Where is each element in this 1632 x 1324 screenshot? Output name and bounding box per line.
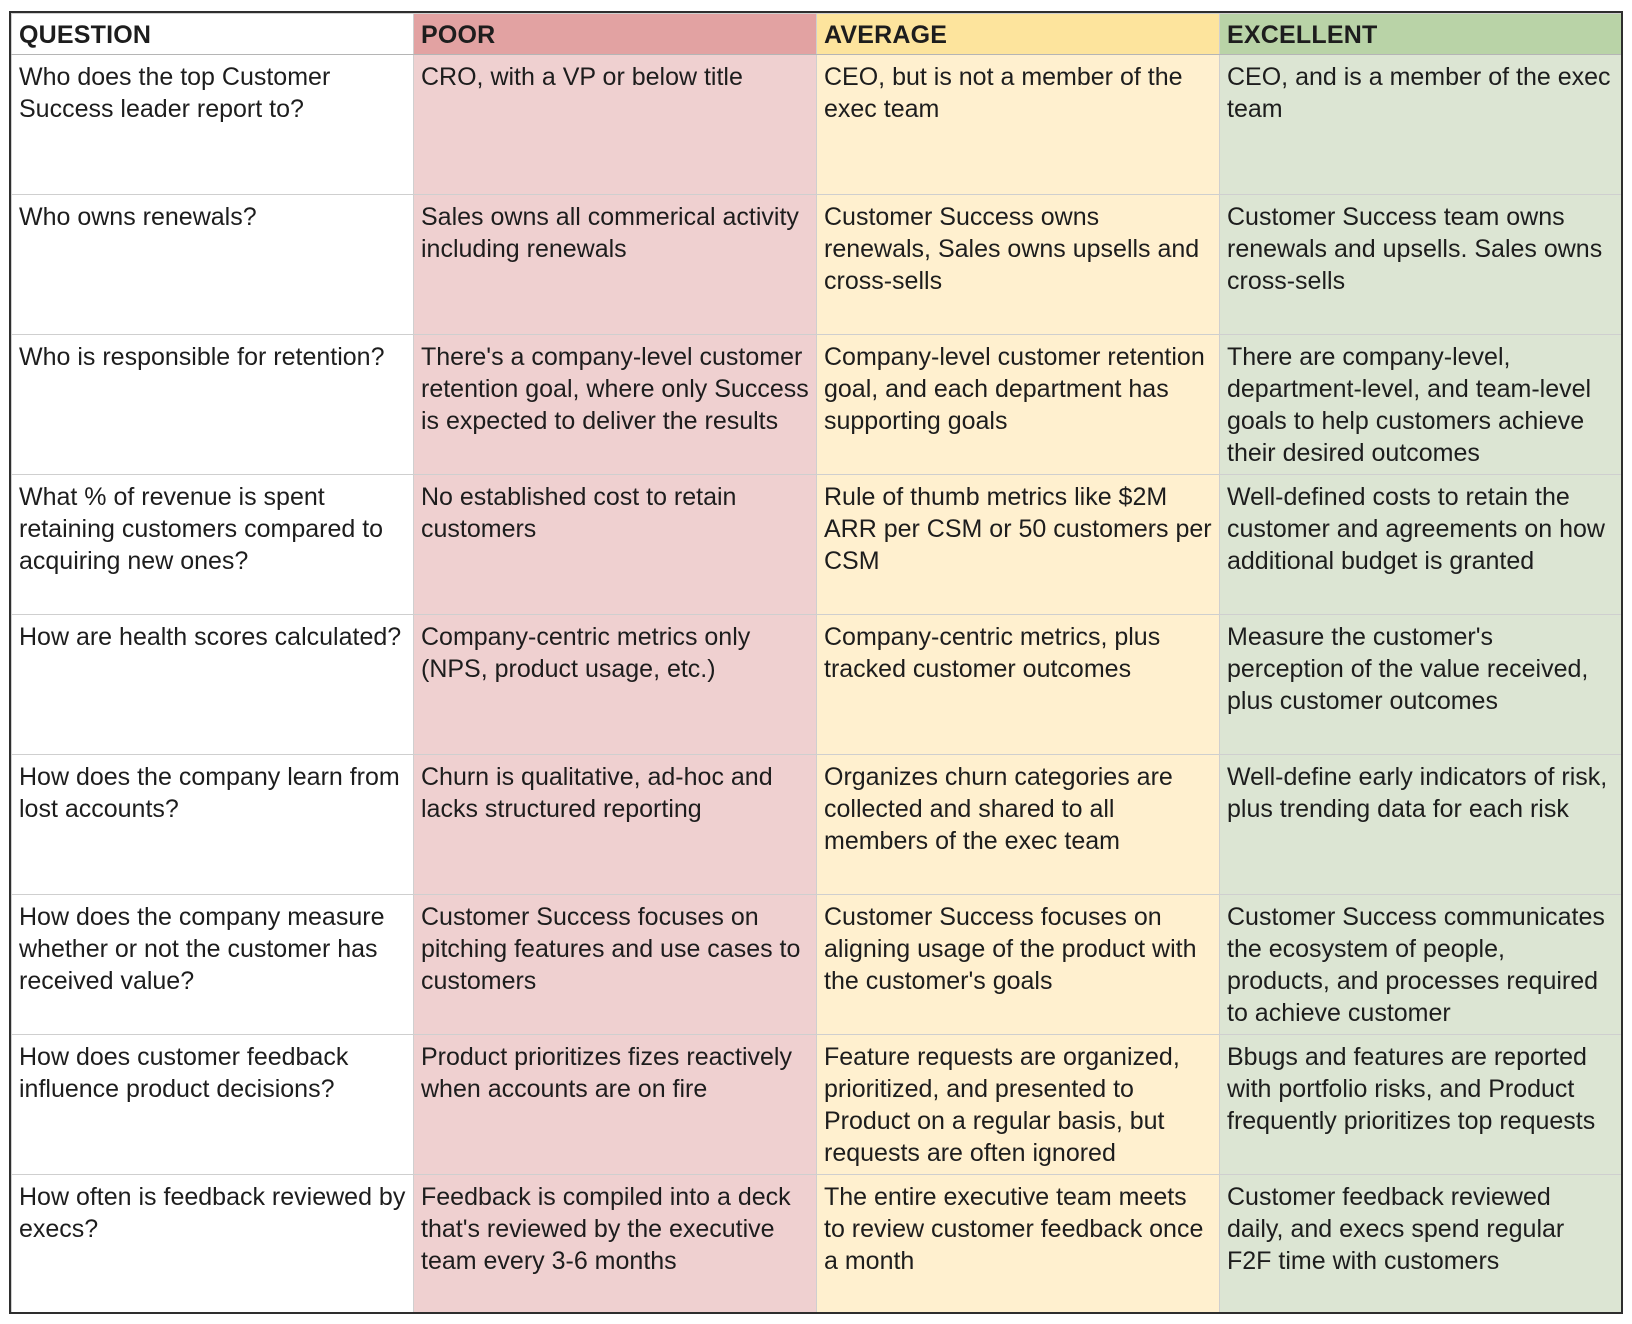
average-cell: Organizes churn categories are collected and shared to all members of the exec team (817, 755, 1220, 895)
average-cell: Company-level customer retention goal, and each department has supporting goals (817, 335, 1220, 475)
poor-cell: Customer Success focuses on pitching features and use cases to customers (414, 895, 817, 1035)
table-row (12, 615, 1622, 755)
excellent-cell: Measure the customer's perception of the value received, plus customer outcomes (1220, 615, 1622, 755)
excellent-cell: Customer feedback reviewed daily, and execs spend regular F2F time with customers (1220, 1175, 1622, 1315)
excellent-cell: Well-defined costs to retain the customer and agreements on how additional budget is granted (1220, 475, 1622, 615)
question-cell: How does the company measure whether or not the customer has received value? (12, 895, 414, 1035)
poor-cell: Sales owns all commerical activity including renewals (414, 195, 817, 335)
header-poor: POOR (414, 14, 817, 55)
average-cell: Company-centric metrics, plus tracked customer outcomes (817, 615, 1220, 755)
maturity-table-container (9, 11, 1623, 1314)
poor-cell: No established cost to retain customers (414, 475, 817, 615)
table-row (12, 1035, 1622, 1175)
average-cell: Feature requests are organized, prioritized, and presented to Product on a regular basis, but requests are often ignored (817, 1035, 1220, 1175)
average-cell: CEO, but is not a member of the exec team (817, 55, 1220, 195)
question-cell: How does customer feedback influence product decisions? (12, 1035, 414, 1175)
table-row (12, 895, 1622, 1035)
poor-cell: CRO, with a VP or below title (414, 55, 817, 195)
question-cell: How often is feedback reviewed by execs? (12, 1175, 414, 1315)
header-row (12, 14, 1622, 55)
poor-cell: Company-centric metrics only (NPS, product usage, etc.) (414, 615, 817, 755)
poor-cell: Product prioritizes fizes reactively when accounts are on fire (414, 1035, 817, 1175)
maturity-table (11, 13, 1622, 1314)
question-cell: Who owns renewals? (12, 195, 414, 335)
average-cell: Customer Success owns renewals, Sales owns upsells and cross-sells (817, 195, 1220, 335)
table-row (12, 55, 1622, 195)
excellent-cell: Customer Success team owns renewals and upsells. Sales owns cross-sells (1220, 195, 1622, 335)
question-cell: Who does the top Customer Success leader report to? (12, 55, 414, 195)
question-cell: How are health scores calculated? (12, 615, 414, 755)
table-row (12, 1175, 1622, 1315)
excellent-cell: There are company-level, department-level, and team-level goals to help customers achieve their desired outcomes (1220, 335, 1622, 475)
header-question: QUESTION (12, 14, 414, 55)
question-cell: What % of revenue is spent retaining customers compared to acquiring new ones? (12, 475, 414, 615)
poor-cell: Churn is qualitative, ad-hoc and lacks structured reporting (414, 755, 817, 895)
header-excellent: EXCELLENT (1220, 14, 1622, 55)
poor-cell: There's a company-level customer retention goal, where only Success is expected to deliver the results (414, 335, 817, 475)
table-row (12, 195, 1622, 335)
poor-cell: Feedback is compiled into a deck that's reviewed by the executive team every 3-6 months (414, 1175, 817, 1315)
average-cell: The entire executive team meets to review customer feedback once a month (817, 1175, 1220, 1315)
excellent-cell: Well-define early indicators of risk, plus trending data for each risk (1220, 755, 1622, 895)
excellent-cell: Bbugs and features are reported with portfolio risks, and Product frequently prioritizes top requests (1220, 1035, 1622, 1175)
table-row (12, 475, 1622, 615)
table-row (12, 335, 1622, 475)
header-average: AVERAGE (817, 14, 1220, 55)
average-cell: Customer Success focuses on aligning usage of the product with the customer's goals (817, 895, 1220, 1035)
average-cell: Rule of thumb metrics like $2M ARR per CSM or 50 customers per CSM (817, 475, 1220, 615)
question-cell: Who is responsible for retention? (12, 335, 414, 475)
table-row (12, 755, 1622, 895)
question-cell: How does the company learn from lost accounts? (12, 755, 414, 895)
excellent-cell: CEO, and is a member of the exec team (1220, 55, 1622, 195)
excellent-cell: Customer Success communicates the ecosystem of people, products, and processes required to achieve customer (1220, 895, 1622, 1035)
